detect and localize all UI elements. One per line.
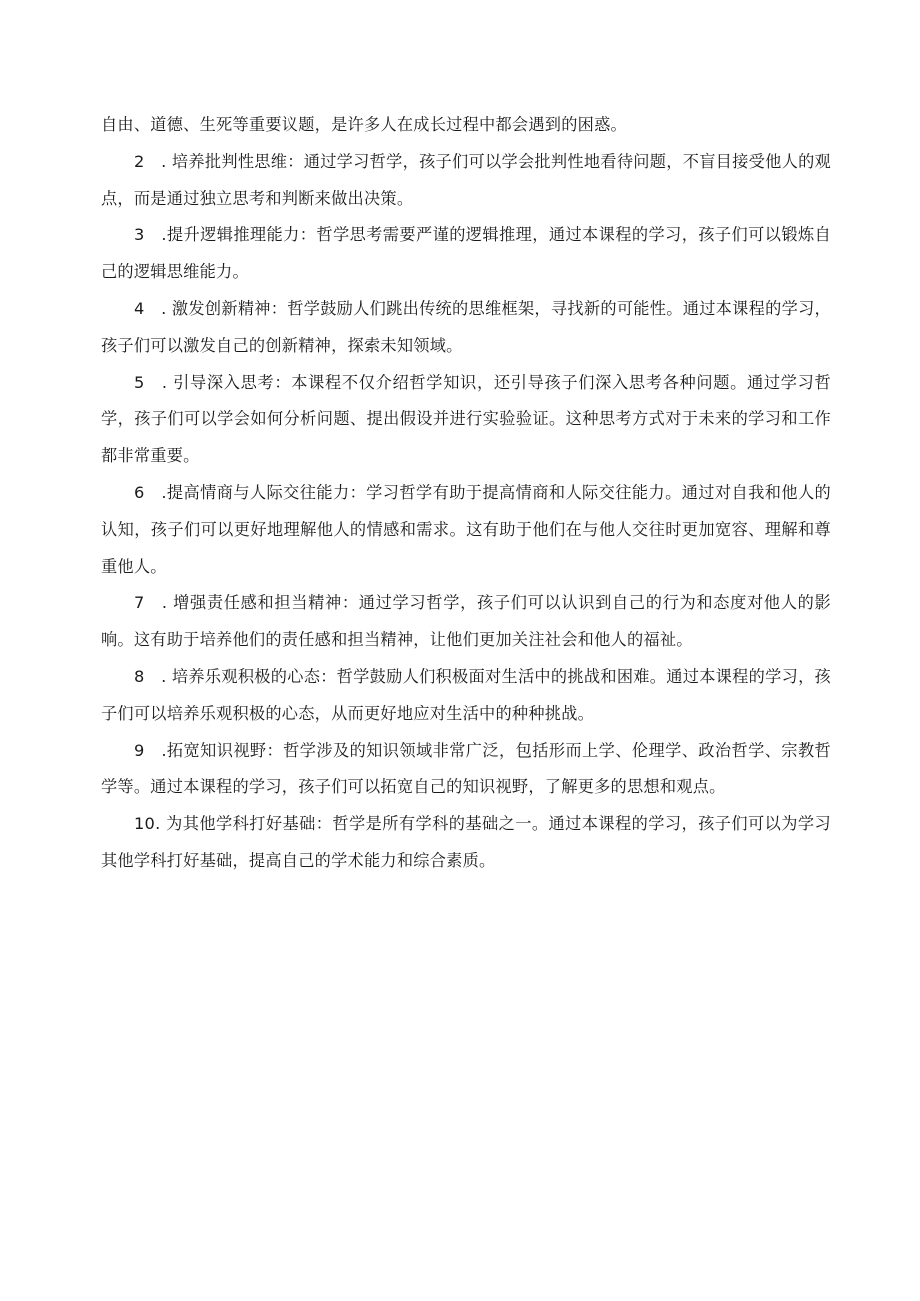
- list-item-7: 7 . 增强责任感和担当精神：通过学习哲学，孩子们可以认识到自己的行为和态度对他人的影响。这有助于培养他们的责任感和担当精神，让他们更加关注社会和他人的福祉。: [101, 593, 831, 650]
- list-item-3: 3 .提升逻辑推理能力：哲学思考需要严谨的逻辑推理，通过本课程的学习，孩子们可以锻炼自己的逻辑思维能力。: [101, 225, 831, 282]
- paragraph-continuation: 自由、道德、生死等重要议题，是许多人在成长过程中都会遇到的困惑。: [101, 115, 627, 134]
- list-item-5: 5 . 引导深入思考：本课程不仅介绍哲学知识，还引导孩子们深入思考各种问题。通过学习哲学，孩子们可以学会如何分析问题、提出假设并进行实验验证。这种思考方式对于未来的学习和工作都非常重要。: [101, 372, 831, 466]
- list-item-4: 4 . 激发创新精神：哲学鼓励人们跳出传统的思维框架，寻找新的可能性。通过本课程的学习，孩子们可以激发自己的创新精神，探索未知领域。: [101, 298, 831, 355]
- list-item-10: 10. 为其他学科打好基础：哲学是所有学科的基础之一。通过本课程的学习，孩子们可以为学习其他学科打好基础，提高自己的学术能力和综合素质。: [101, 814, 831, 870]
- list-item-2: 2 . 培养批判性思维：通过学习哲学，孩子们可以学会批判性地看待问题，不盲目接受他人的观点，而是通过独立思考和判断来做出决策。: [101, 151, 831, 208]
- list-item-6: 6 .提高情商与人际交往能力：学习哲学有助于提高情商和人际交往能力。通过对自我和他人的认知，孩子们可以更好地理解他人的情感和需求。这有助于他们在与他人交往时更加宽容、理解和尊重他人。: [101, 482, 831, 576]
- list-item-8: 8 . 培养乐观积极的心态：哲学鼓励人们积极面对生活中的挑战和困难。通过本课程的学习，孩子们可以培养乐观积极的心态，从而更好地应对生活中的种种挑战。: [101, 666, 831, 723]
- list-item-9: 9 .拓宽知识视野：哲学涉及的知识领域非常广泛，包括形而上学、伦理学、政治哲学、宗教哲学等。通过本课程的学习，孩子们可以拓宽自己的知识视野，了解更多的思想和观点。: [101, 740, 831, 797]
- document-body: [101, 107, 831, 880]
